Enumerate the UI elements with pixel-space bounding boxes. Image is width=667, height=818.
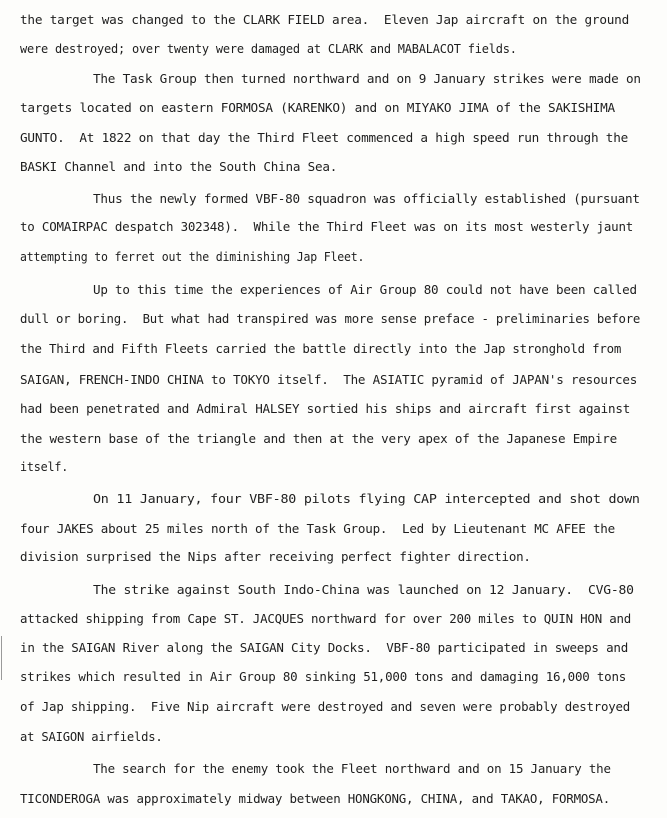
margin-mark (1, 636, 2, 680)
text-line: targets located on eastern FORMOSA (KARENKO) and on MIYAKO JIMA of the SAKISHIMA (20, 101, 615, 115)
text-line: in the SAIGAN River along the SAIGAN City Docks. VBF-80 participated in sweeps and (20, 641, 629, 655)
text-line: The search for the enemy took the Fleet northward and on 15 January the (93, 762, 611, 776)
text-line: the target was changed to the CLARK FIELD area. Eleven Jap aircraft on the ground (20, 13, 630, 27)
text-line: On 11 January, four VBF-80 pilots flying CAP intercepted and shot down (93, 492, 640, 506)
text-line: at SAIGON airfields. (20, 730, 163, 744)
text-line: itself. (20, 460, 69, 474)
text-line: attacked shipping from Cape ST. JACQUES northward for over 200 miles to QUIN HON and (20, 612, 632, 626)
text-line: The Task Group then turned northward and on 9 January strikes were made on (93, 72, 641, 86)
text-line: to COMAIRPAC despatch 302348). While the Third Fleet was on its most westerly jaunt (20, 220, 634, 234)
text-line: GUNTO. At 1822 on that day the Third Fleet commenced a high speed run through the (20, 131, 629, 145)
text-line: BASKI Channel and into the South China Sea. (20, 160, 338, 174)
text-line: strikes which resulted in Air Group 80 sinking 51,000 tons and damaging 16,000 tons (20, 670, 627, 684)
text-line: TICONDEROGA was approximately midway between HONGKONG, CHINA, and TAKAO, FORMOSA. (20, 792, 610, 806)
text-line: four JAKES about 25 miles north of the Task Group. Led by Lieutenant MC AFEE the (20, 522, 616, 536)
text-line: of Jap shipping. Five Nip aircraft were destroyed and seven were probably destroyed (20, 700, 631, 714)
text-line: had been penetrated and Admiral HALSEY sortied his ships and aircraft first against (20, 402, 631, 416)
text-line: Up to this time the experiences of Air Group 80 could not have been called (93, 283, 637, 297)
text-line: the western base of the triangle and then at the very apex of the Japanese Empire (20, 432, 617, 446)
text-line: attempting to ferret out the diminishing Jap Fleet. (20, 250, 365, 264)
text-line: the Third and Fifth Fleets carried the battle directly into the Jap stronghold from (20, 342, 622, 356)
text-line: dull or boring. But what had transpired was more sense preface - preliminaries before (20, 312, 641, 326)
text-line: SAIGAN, FRENCH-INDO CHINA to TOKYO itself. The ASIATIC pyramid of JAPAN's resources (20, 373, 638, 387)
text-line: division surprised the Nips after receiving perfect fighter direction. (20, 550, 531, 564)
text-line: The strike against South Indo-China was launched on 12 January. CVG-80 (93, 583, 634, 597)
text-line: Thus the newly formed VBF-80 squadron was officially established (pursuant (93, 192, 640, 206)
text-line: were destroyed; over twenty were damaged at CLARK and MABALACOT fields. (20, 42, 517, 56)
